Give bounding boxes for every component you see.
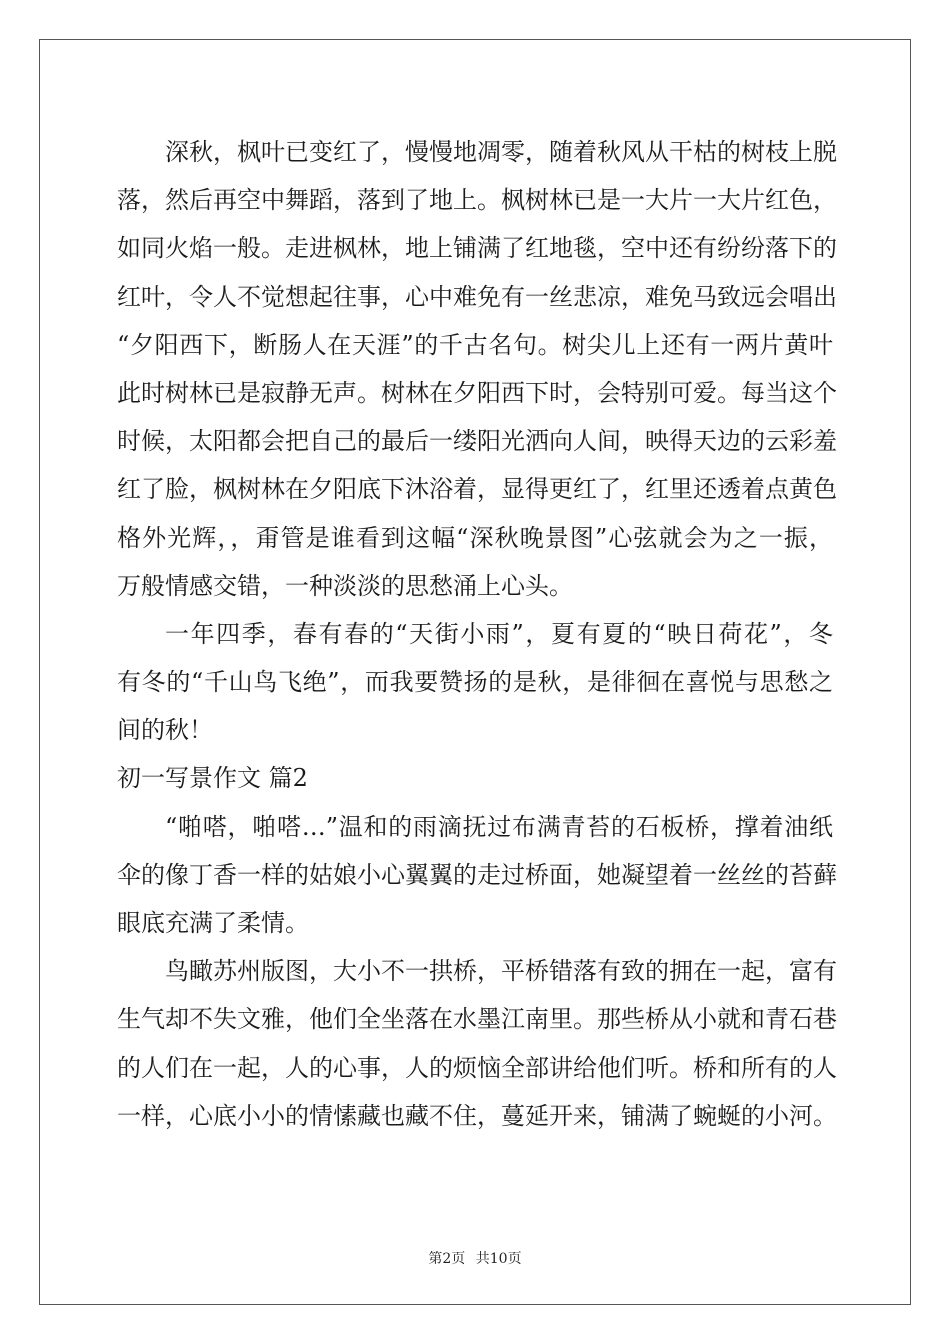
- text-line: 深秋，枫叶已变红了，慢慢地凋零，随着秋风从干枯的树枝上脱: [165, 138, 837, 166]
- text-line: 眼底充满了柔情。: [117, 909, 309, 937]
- text-line: 红了脸，枫树林在夕阳底下沐浴着，显得更红了，红里还透着点黄色: [117, 475, 837, 504]
- text-line: 格外光辉，，甭管是谁看到这幅“深秋晚景图”心弦就会为之一振，: [117, 523, 833, 552]
- text-line: 鸟瞰苏州版图，大小不一拱桥，平桥错落有致的拥在一起，富有: [165, 957, 837, 986]
- text-line: “夕阳西下，断肠人在天涯”的千古名句。树尖儿上还有一两片黄叶: [117, 330, 833, 359]
- text-line: 万般情感交错，一种淡淡的思愁涌上心头。: [117, 571, 573, 600]
- text-line: 如同火焰一般。走进枫林，地上铺满了红地毯，空中还有纷纷落下的: [117, 234, 837, 263]
- text-line: “啪嗒，啪嗒…”温和的雨滴抚过布满青苔的石板桥，撑着油纸: [165, 812, 833, 841]
- text-line: 伞的像丁香一样的姑娘小心翼翼的走过桥面，她凝望着一丝丝的苔藓: [117, 860, 837, 889]
- text-line: 间的秋！: [117, 716, 213, 745]
- page-total: 共10页: [475, 1251, 522, 1267]
- page-footer: [0, 1248, 950, 1268]
- text-line: 生气却不失文雅，他们全坐落在水墨江南里。那些桥从小就和青石巷: [117, 1005, 837, 1034]
- text-line: 红叶，令人不觉想起往事，心中难免有一丝悲凉，难免马致远会唱出: [117, 282, 837, 311]
- page-number: 第2页: [428, 1251, 466, 1267]
- text-line: 有冬的“千山鸟飞绝”，而我要赞扬的是秋，是徘徊在喜悦与思愁之: [117, 668, 833, 697]
- document-body: [117, 128, 837, 1140]
- text-line: 一样，心底小小的情愫藏也藏不住，蔓延开来，铺满了蜿蜒的小河。: [117, 1101, 837, 1130]
- text-line: 的人们在一起，人的心事，人的烦恼全部讲给他们听。桥和所有的人: [117, 1053, 837, 1082]
- text-line: 时候，太阳都会把自己的最后一缕阳光洒向人间，映得天边的云彩羞: [117, 427, 837, 456]
- section-heading: 初一写景作文 篇2: [117, 764, 308, 793]
- text-line: 落，然后再空中舞蹈，落到了地上。枫树林已是一大片一大片红色，: [117, 186, 837, 215]
- text-line: 一年四季，春有春的“天街小雨”，夏有夏的“映日荷花”，冬: [165, 619, 833, 648]
- text-line: 此时树林已是寂静无声。树林在夕阳西下时，会特别可爱。每当这个: [117, 378, 837, 407]
